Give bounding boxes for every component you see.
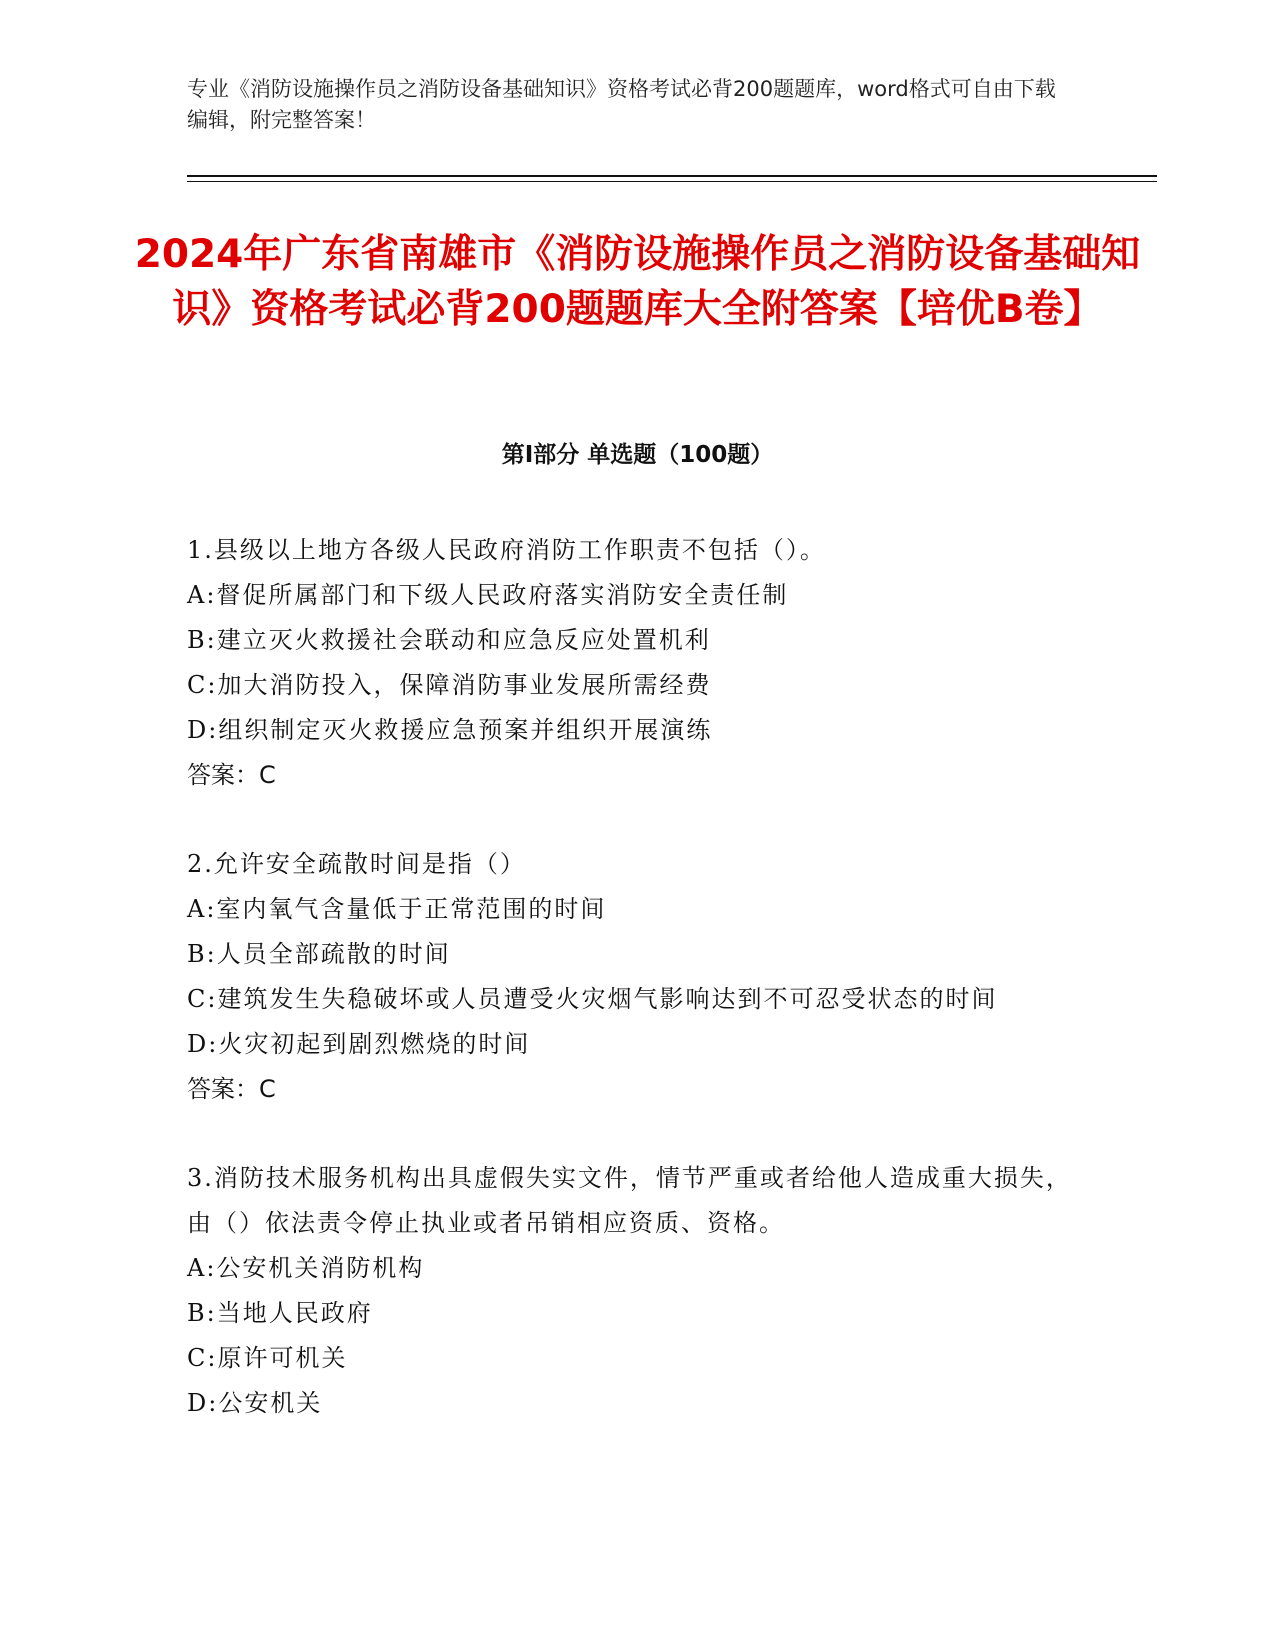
option-c: C:建筑发生失稳破坏或人员遭受火灾烟气影响达到不可忍受状态的时间 [187,985,998,1013]
question-list [187,528,1087,1470]
option-b: B:人员全部疏散的时间 [187,940,451,968]
answer: 答案：C [187,1075,276,1103]
option-a: A:督促所属部门和下级人民政府落实消防安全责任制 [187,581,789,609]
question-stem: 1.县级以上地方各级人民政府消防工作职责不包括（）。 [187,536,826,564]
answer: 答案：C [187,761,276,789]
header-note: 专业《消防设施操作员之消防设备基础知识》资格考试必背200题题库，word格式可自由下载编辑，附完整答案！ [187,77,1056,132]
option-c: C:原许可机关 [187,1344,348,1372]
section-title: 第Ⅰ部分 单选题（100题） [501,442,774,468]
header-rule-thin [187,181,1157,182]
question-2 [187,842,1087,1112]
option-b: B:建立灭火救援社会联动和应急反应处置机利 [187,626,711,654]
question-1 [187,528,1087,798]
option-d: D:公安机关 [187,1389,323,1417]
header-rule-thick [187,175,1157,177]
option-d: D:火灾初起到剧烈燃烧的时间 [187,1030,531,1058]
option-a: A:公安机关消防机构 [187,1254,425,1282]
option-c: C:加大消防投入，保障消防事业发展所需经费 [187,671,712,699]
question-stem: 3.消防技术服务机构出具虚假失实文件，情节严重或者给他人造成重大损失，由（）依法责令停止执业或者吊销相应资质、资格。 [187,1164,1072,1237]
question-3 [187,1156,1087,1426]
option-b: B:当地人民政府 [187,1299,373,1327]
document-title: 2024年广东省南雄市《消防设施操作员之消防设备基础知识》资格考试必背200题题库大全附答案【培优B卷】 [134,232,1141,332]
question-stem: 2.允许安全疏散时间是指（） [187,850,526,878]
option-d: D:组织制定灭火救援应急预案并组织开展演练 [187,716,713,744]
option-a: A:室内氧气含量低于正常范围的时间 [187,895,607,923]
